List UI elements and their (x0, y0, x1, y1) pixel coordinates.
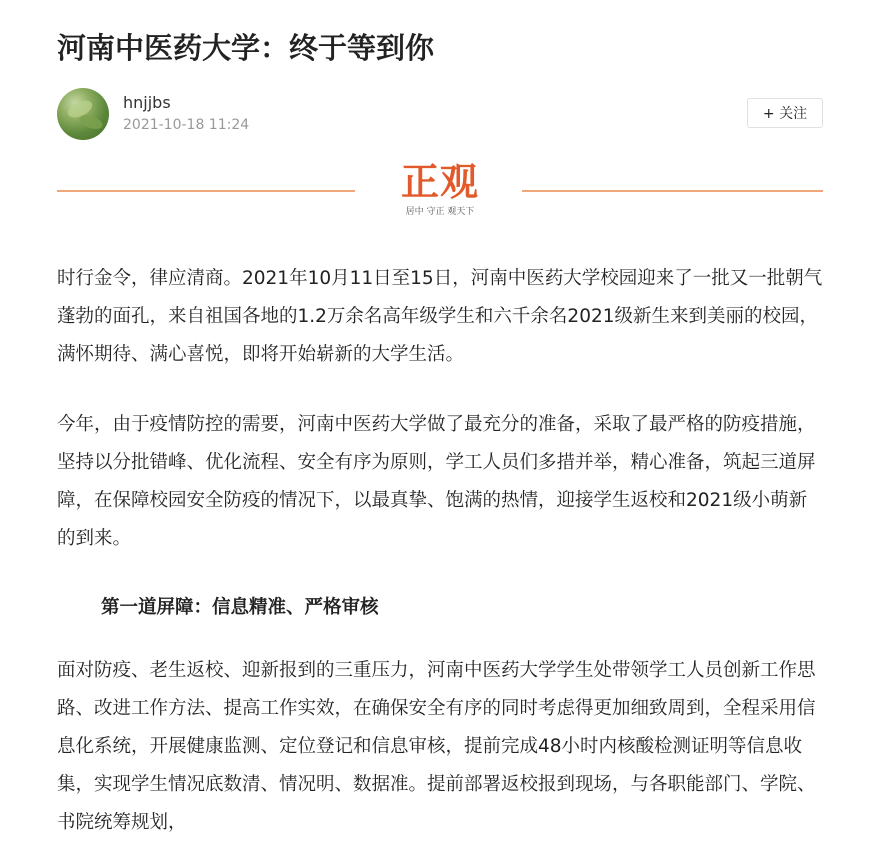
publish-time: 2021-10-18 11:24 (123, 117, 250, 133)
author-row (57, 88, 823, 140)
paragraph-1: 时行金令，律应清商。2021年10月11日至15日，河南中医药大学校园迎来了一批又一批朝气蓬勃的面孔，来自祖国各地的1.2万余名高年级学生和六千余名2021级新生来到美丽的校园，满怀期待、满心喜悦，即将开始崭新的大学生活。 (57, 268, 823, 365)
logo-text: 正观 (400, 159, 479, 204)
paragraph-3: 面对防疫、老生返校、迎新报到的三重压力，河南中医药大学学生处带领学工人员创新工作思路、改进工作方法、提高工作实效，在确保安全有序的同时考虑得更加细致周到，全程采用信息化系统，开展健康监测、定位登记和信息审核，提前完成48小时内核酸检测证明等信息收集，实现学生情况底数清、情况明、数据准。提前部署返校报到现场，与各职能部门、学院、书院统筹规划， (57, 660, 816, 833)
avatar[interactable] (57, 88, 109, 140)
zhengguan-logo (395, 158, 485, 224)
divider-right (522, 190, 823, 192)
follow-button[interactable]: + 关注 (747, 98, 823, 128)
paragraph-2: 今年，由于疫情防控的需要，河南中医药大学做了最充分的准备，采取了最严格的防疫措施，坚持以分批错峰、优化流程、安全有序为原则，学工人员们多措并举，精心准备，筑起三道屏障，在保障校园安全防疫的情况下，以最真挚、饱满的热情，迎接学生返校和2021级小萌新的到来。 (57, 414, 816, 549)
section-heading: 第一道屏障：信息精准、严格审核 (101, 597, 379, 618)
author-name[interactable]: hnjjbs (123, 93, 171, 112)
logo-tagline: 居中 守正 观天下 (405, 207, 475, 217)
article-title: 河南中医药大学：终于等到你 (57, 31, 435, 65)
divider-left (57, 190, 355, 192)
